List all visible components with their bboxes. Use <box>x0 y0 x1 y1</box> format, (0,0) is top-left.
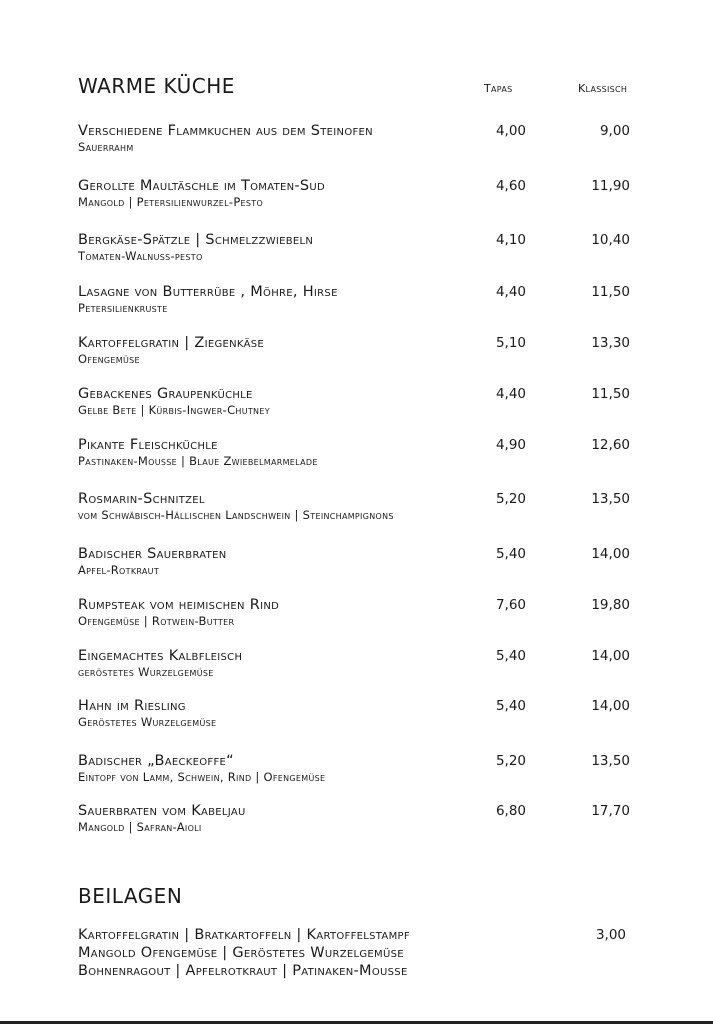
menu-item-description: Eintopf von Lamm, Schwein, Rind | Ofengemüse <box>78 770 326 784</box>
side-line: Kartoffelgratin | Bratkartoffeln | Kartoffelstampf <box>78 927 410 943</box>
menu-item-name: Badischer „Baeckeoffe“ <box>78 753 234 769</box>
menu-item-description: Ofengemüse | Rotwein-Butter <box>78 614 235 628</box>
side-line: Mangold Ofengemüse | Geröstetes Wurzelgemüse <box>78 945 404 961</box>
menu-item-description: Geröstetes Wurzelgemüse <box>78 715 217 729</box>
menu-item <box>78 177 638 209</box>
menu-item-price-tapas: 6,80 <box>495 803 526 819</box>
menu-item-price-klassisch: 11,90 <box>591 178 630 194</box>
menu-item-description: geröstetes Wurzelgemüse <box>78 665 214 679</box>
side-price: 3,00 <box>595 927 626 943</box>
menu-item-description: Mangold | Petersilienwurzel-Pesto <box>78 195 264 209</box>
column-header-klassisch: Klassisch <box>578 82 628 95</box>
menu-item-price-tapas: 4,90 <box>495 437 526 453</box>
menu-item-price-klassisch: 14,00 <box>591 648 630 664</box>
menu-item <box>78 752 638 784</box>
menu-item <box>78 596 638 628</box>
menu-item-price-klassisch: 12,60 <box>591 437 630 453</box>
menu-item-description: Tomaten-Walnuss-pesto <box>78 249 203 263</box>
menu-item-name: Verschiedene Flammkuchen aus dem Steinofen <box>78 123 373 139</box>
menu-item-price-klassisch: 17,70 <box>591 803 630 819</box>
menu-item-description: Apfel-Rotkraut <box>78 563 160 577</box>
menu-item <box>78 545 638 577</box>
menu-item-price-klassisch: 10,40 <box>591 232 630 248</box>
menu-item-price-klassisch: 13,50 <box>591 491 630 507</box>
menu-item-name: Bergkäse-Spätzle | Schmelzzwiebeln <box>78 232 314 248</box>
menu-item <box>78 647 638 679</box>
menu-item-price-klassisch: 11,50 <box>591 284 630 300</box>
menu-item-price-klassisch: 19,80 <box>591 597 630 613</box>
menu-item-description: Petersilienkruste <box>78 301 168 315</box>
menu-item-name: Pikante Fleischküchle <box>78 437 218 453</box>
section-title-beilagen: BEILAGEN <box>78 884 183 908</box>
menu-item-name: Rumpsteak vom heimischen Rind <box>78 597 280 613</box>
menu-item-name: Gerollte Maultäschle im Tomaten-Sud <box>78 178 326 194</box>
side-line: Bohnenragout | Apfelrotkraut | Patinaken-Mousse <box>78 963 408 979</box>
menu-item-price-tapas: 5,40 <box>495 698 526 714</box>
menu-item-price-tapas: 4,00 <box>495 123 526 139</box>
sides-block <box>78 926 638 980</box>
menu-item-description: Sauerrahm <box>78 140 134 154</box>
menu-item-name: Kartoffelgratin | Ziegenkäse <box>78 335 264 351</box>
menu-item-price-klassisch: 11,50 <box>591 386 630 402</box>
menu-item-description: Ofengemüse <box>78 352 140 366</box>
menu-item-price-tapas: 5,40 <box>495 648 526 664</box>
menu-item-name: Hahn im Riesling <box>78 698 186 714</box>
menu-item <box>78 385 638 417</box>
menu-item-price-tapas: 7,60 <box>495 597 526 613</box>
menu-item <box>78 697 638 729</box>
menu-item-price-klassisch: 14,00 <box>591 546 630 562</box>
menu-item-price-klassisch: 13,30 <box>591 335 630 351</box>
menu-item-name: Eingemachtes Kalbfleisch <box>78 648 243 664</box>
menu-item <box>78 283 638 315</box>
menu-item-description: Gelbe Bete | Kürbis-Ingwer-Chutney <box>78 403 270 417</box>
menu-item-price-tapas: 4,40 <box>495 386 526 402</box>
menu-item <box>78 122 638 154</box>
menu-item <box>78 802 638 834</box>
menu-item-name: Rosmarin-Schnitzel <box>78 491 205 507</box>
menu-item-price-tapas: 5,10 <box>495 335 526 351</box>
menu-item-price-tapas: 4,40 <box>495 284 526 300</box>
menu-item-price-tapas: 5,20 <box>495 753 526 769</box>
menu-item-description: vom Schwäbisch-Hällischen Landschwein | Steinchampignons <box>78 508 394 522</box>
menu-item-name: Lasagne von Butterrübe , Möhre, Hirse <box>78 284 338 300</box>
menu-item-price-klassisch: 9,00 <box>599 123 630 139</box>
menu-item-description: Pastinaken-Mousse | Blaue Zwiebelmarmelade <box>78 454 318 468</box>
menu-item-name: Gebackenes Graupenküchle <box>78 386 253 402</box>
column-header-tapas: Tapas <box>484 82 513 95</box>
menu-item-price-klassisch: 14,00 <box>591 698 630 714</box>
menu-item-price-tapas: 4,10 <box>495 232 526 248</box>
menu-item-price-tapas: 5,20 <box>495 491 526 507</box>
menu-item-description: Mangold | Safran-Aioli <box>78 820 202 834</box>
menu-item-price-tapas: 4,60 <box>495 178 526 194</box>
menu-item-price-tapas: 5,40 <box>495 546 526 562</box>
menu-item-name: Badischer Sauerbraten <box>78 546 227 562</box>
menu-item <box>78 334 638 366</box>
menu-item <box>78 436 638 468</box>
menu-item <box>78 490 638 522</box>
menu-item-price-klassisch: 13,50 <box>591 753 630 769</box>
section-title-warme-kueche: WARME KÜCHE <box>78 74 235 98</box>
menu-item-name: Sauerbraten vom Kabeljau <box>78 803 246 819</box>
menu-item <box>78 231 638 263</box>
